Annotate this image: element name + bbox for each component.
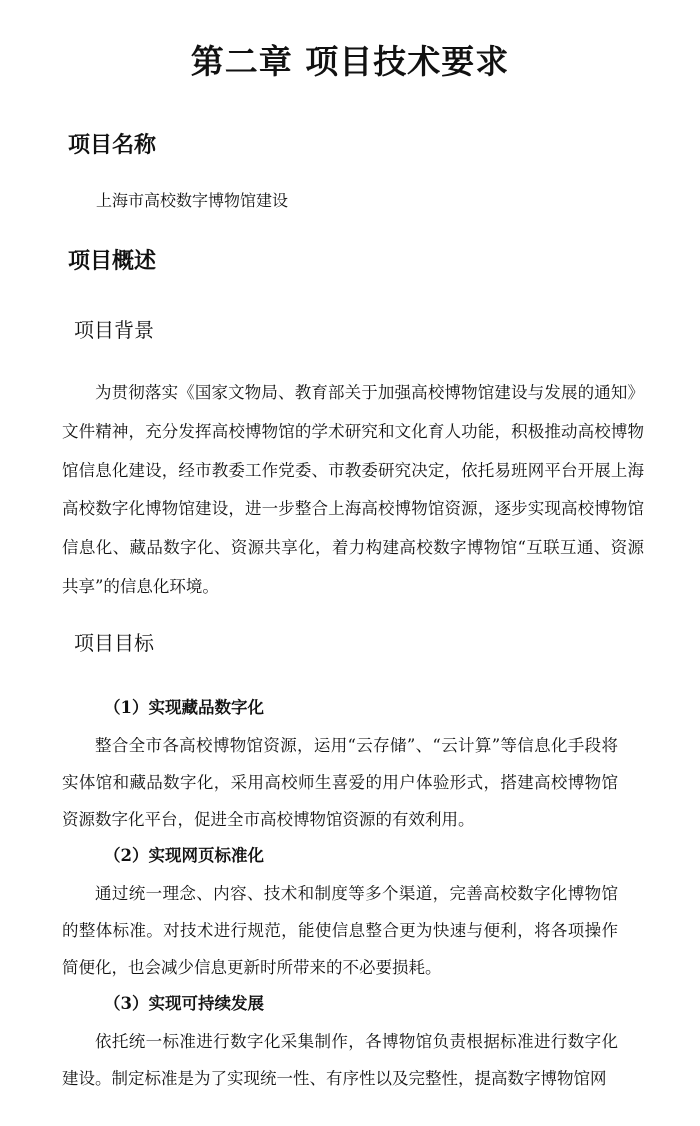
project-overview-heading: 项目概述 — [68, 248, 157, 274]
project-name-text: 上海市高校数字博物馆建设 — [96, 191, 289, 210]
goal-3-paragraph: 依托统一标准进行数字化采集制作，各博物馆负责根据标准进行数字化建设。制定标准是为了实现统一性、有序性以及完整性，提高数字博物馆网 — [62, 1032, 618, 1088]
goal-3-title: （3）实现可持续发展 — [104, 994, 264, 1013]
project-background-heading: 项目背景 — [74, 318, 154, 342]
goal-2-paragraph: 通过统一理念、内容、技术和制度等多个渠道，完善高校数字化博物馆的整体标准。对技术进行规范，能使信息整合更为快速与便利，将各项操作简便化，也会减少信息更新时所带来的不必要损耗。 — [62, 884, 618, 977]
chapter-title: 第二章 项目技术要求 — [190, 42, 510, 81]
project-background-paragraph: 为贯彻落实《国家文物局、教育部关于加强高校博物馆建设与发展的通知》文件精神，充分发挥高校博物馆的学术研究和文化育人功能，积极推动高校博物馆信息化建设，经市教委工作党委、市教委研究决定，依托易班网平台开展上海高校数字化博物馆建设，进一步整合上海高校博物馆资源，逐步实现高校博物馆信息化、藏品数字化、资源共享化，着力构建高校数字博物馆“互联互通、资源共享”的信息化环境。 — [62, 383, 644, 596]
goal-1-title: （1）实现藏品数字化 — [104, 698, 264, 717]
goal-2-title: （2）实现网页标准化 — [104, 846, 264, 865]
goal-1-paragraph: 整合全市各高校博物馆资源，运用“云存储”、“云计算”等信息化手段将实体馆和藏品数字化，采用高校师生喜爱的用户体验形式，搭建高校博物馆资源数字化平台，促进全市高校博物馆资源的有效利用。 — [62, 736, 618, 829]
project-goals-heading: 项目目标 — [74, 631, 154, 655]
project-name-heading: 项目名称 — [68, 132, 157, 158]
